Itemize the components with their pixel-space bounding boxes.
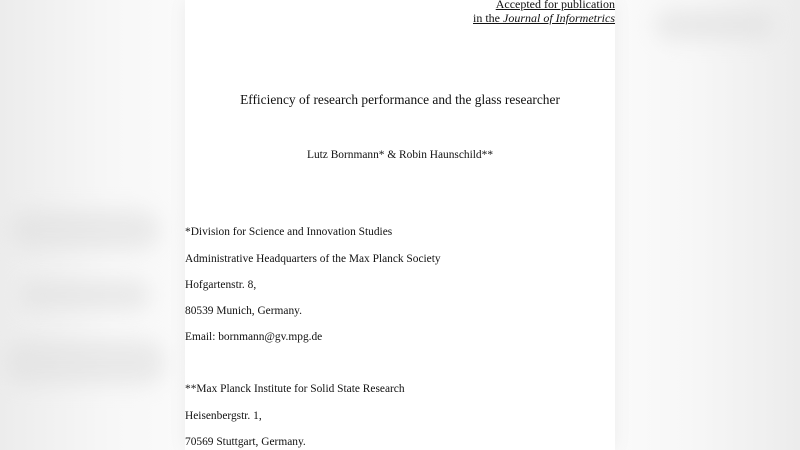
- blurred-background-left: [0, 0, 185, 450]
- paper-authors: Lutz Bornmann* & Robin Haunschild**: [306, 149, 494, 161]
- affiliation-1-email: Email: bornmann@gv.mpg.de: [185, 331, 323, 343]
- affiliation-2-city: 70569 Stuttgart, Germany.: [185, 436, 306, 448]
- affiliation-1-city: 80539 Munich, Germany.: [185, 305, 302, 317]
- affiliation-1-division: *Division for Science and Innovation Studies: [185, 226, 393, 238]
- blurred-background-right: [615, 0, 800, 450]
- paper-page: [185, 0, 615, 450]
- publication-note: [473, 0, 615, 25]
- affiliation-2-institute: **Max Planck Institute for Solid State Research: [185, 383, 405, 395]
- paper-title: Efficiency of research performance and the glass researcher: [240, 92, 560, 107]
- publication-note-line1: Accepted for publication: [495, 0, 615, 11]
- journal-name: Journal of Informetrics: [503, 11, 615, 25]
- affiliation-2-street: Heisenbergstr. 1,: [185, 410, 262, 422]
- publication-note-line2: in the Journal of Informetrics: [473, 11, 615, 25]
- affiliation-1-street: Hofgartenstr. 8,: [185, 279, 257, 291]
- affiliation-1-organization: Administrative Headquarters of the Max Planck Society: [185, 253, 441, 265]
